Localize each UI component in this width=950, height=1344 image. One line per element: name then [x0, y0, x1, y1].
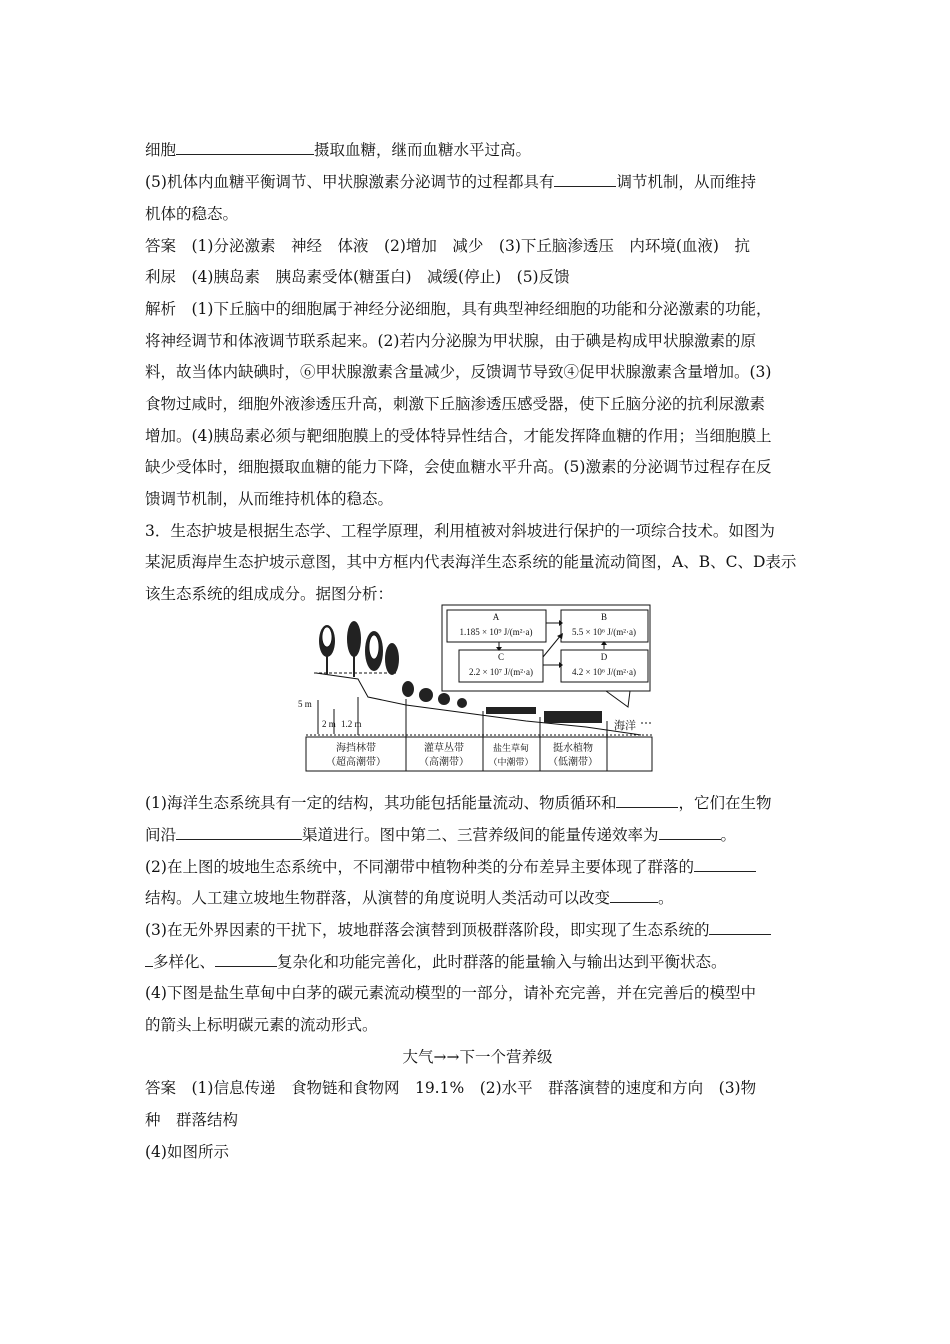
question-line: 结构。人工建立坡地生物群落，从演替的角度说明人类活动可以改变 。: [145, 889, 674, 907]
analysis-line: 解析 (1)下丘脑中的细胞属于神经分泌细胞，具有典型神经细胞的功能和分泌激素的功能，: [145, 300, 772, 318]
blank: [215, 952, 277, 967]
analysis-line: 将神经调节和体液调节联系起来。(2)若内分泌腺为甲状腺，由于碘是构成甲状腺激素的原: [145, 332, 756, 350]
box-d-label: D: [600, 652, 608, 662]
analysis-line: 馈调节机制，从而维持机体的稳态。: [145, 490, 394, 508]
question-line: 某泥质海岸生态护坡示意图，其中方框内代表海洋生态系统的能量流动简图，A、B、C、D表示: [145, 553, 797, 571]
blank: [709, 920, 771, 935]
analysis-line: 增加。(4)胰岛素必须与靶细胞膜上的受体特异性结合，才能发挥降血糖的作用；当细胞膜上: [145, 427, 772, 445]
blank: [145, 952, 153, 967]
zone-4-name: 挺水植物: [553, 743, 593, 754]
zone-4-tide: （低潮带）: [548, 757, 598, 768]
box-b-label: B: [600, 612, 608, 622]
carbon-flow-model: 大气→→下一个营养级: [402, 1048, 553, 1066]
callout-pointer: [606, 691, 630, 707]
analysis-line: 食物过咸时，细胞外液渗透压升高，刺激下丘脑渗透压感受器，使下丘脑分泌的抗利尿激素: [145, 395, 766, 413]
question-line: 的箭头上标明碳元素的流动形式。: [145, 1016, 378, 1034]
answer-line: 种 群落结构: [145, 1111, 239, 1129]
analysis-line: 料，故当体内缺碘时，⑥甲状腺激素含量减少，反馈调节导致④促甲状腺激素含量增加。(3): [145, 363, 772, 381]
sea-label: 海洋: [614, 720, 636, 732]
question-line: 3．生态护坡是根据生态学、工程学原理，利用植被对斜坡进行保护的一项综合技术。如图为: [145, 522, 775, 540]
question-line: (1)海洋生态系统具有一定的结构，其功能包括能量流动、物质循环和 ，它们在生物: [145, 794, 772, 812]
answer-line: 答案 (1)分泌激素 神经 体液 (2)增加 减少 (3)下丘脑渗透压 内环境(血液) 抗: [145, 237, 750, 255]
blank: [176, 140, 314, 155]
height-2m-label: 2 m: [322, 719, 336, 729]
question-line: 该生态系统的组成成分。据图分析：: [145, 585, 394, 603]
height-1-2m-label: 1.2 m: [341, 719, 362, 729]
blank: [659, 825, 721, 840]
blank: [176, 825, 302, 840]
answer-line: 答案 (1)信息传递 食物链和食物网 19.1% (2)水平 群落演替的速度和方向 (3)物: [145, 1079, 757, 1097]
box-c-label: C: [497, 652, 505, 662]
box-b-value: 5.5 × 10⁶ J/(m²·a): [572, 627, 636, 637]
question-line: (4)下图是盐生草甸中白茅的碳元素流动模型的一部分，请补充完善，并在完善后的模型中: [145, 984, 756, 1002]
text-line: 机体的稳态。: [145, 205, 239, 223]
analysis-line: 缺少受体时，细胞摄取血糖的能力下降，会使血糖水平升高。(5)激素的分泌调节过程存在反: [145, 458, 772, 476]
question-line: 间沿 渠道进行。图中第二、三营养级间的能量传递效率为 。: [145, 826, 737, 844]
height-5m-label: 5 m: [298, 699, 312, 709]
question-line: (2)在上图的坡地生态系统中，不同潮带中植物种类的分布差异主要体现了群落的: [145, 857, 810, 877]
box-d-value: 4.2 × 10⁶ J/(m²·a): [572, 667, 636, 677]
question-line: (3)在无外界因素的干扰下，坡地群落会演替到顶极群落阶段，即实现了生态系统的: [145, 920, 810, 940]
text-line: (5)机体内血糖平衡调节、甲状腺激素分泌调节的过程都具有 调节机制，从而维持: [145, 173, 756, 191]
blank: [616, 793, 678, 808]
zone-1-name: 海挡林带: [336, 743, 376, 754]
text-line: 细胞 摄取血糖，继而血糖水平过高。: [145, 141, 532, 159]
zone-3-name: 盐生草甸: [492, 743, 530, 753]
zone-2-name: 灌草丛带: [424, 743, 464, 754]
box-a-label: A: [492, 612, 500, 622]
zone-1-tide: （超高潮带）: [326, 757, 386, 768]
answer-line: 利尿 (4)胰岛素 胰岛素受体(糖蛋白) 减缓(停止) (5)反馈: [145, 268, 570, 286]
zone-3-tide: （中潮带）: [488, 757, 534, 767]
blank: [554, 172, 616, 187]
zone-2-tide: （高潮带）: [419, 757, 469, 768]
ecological-slope-diagram: [296, 603, 654, 773]
box-c-value: 2.2 × 10⁷ J/(m²·a): [469, 667, 533, 677]
blank: [694, 857, 756, 872]
answer-line: (4)如图所示: [145, 1143, 229, 1161]
blank: [610, 888, 658, 903]
box-a-value: 1.185 × 10⁹ J/(m²·a): [459, 627, 533, 637]
question-line: 多样化、 复杂化和功能完善化，此时群落的能量输入与输出达到平衡状态。: [145, 952, 810, 972]
